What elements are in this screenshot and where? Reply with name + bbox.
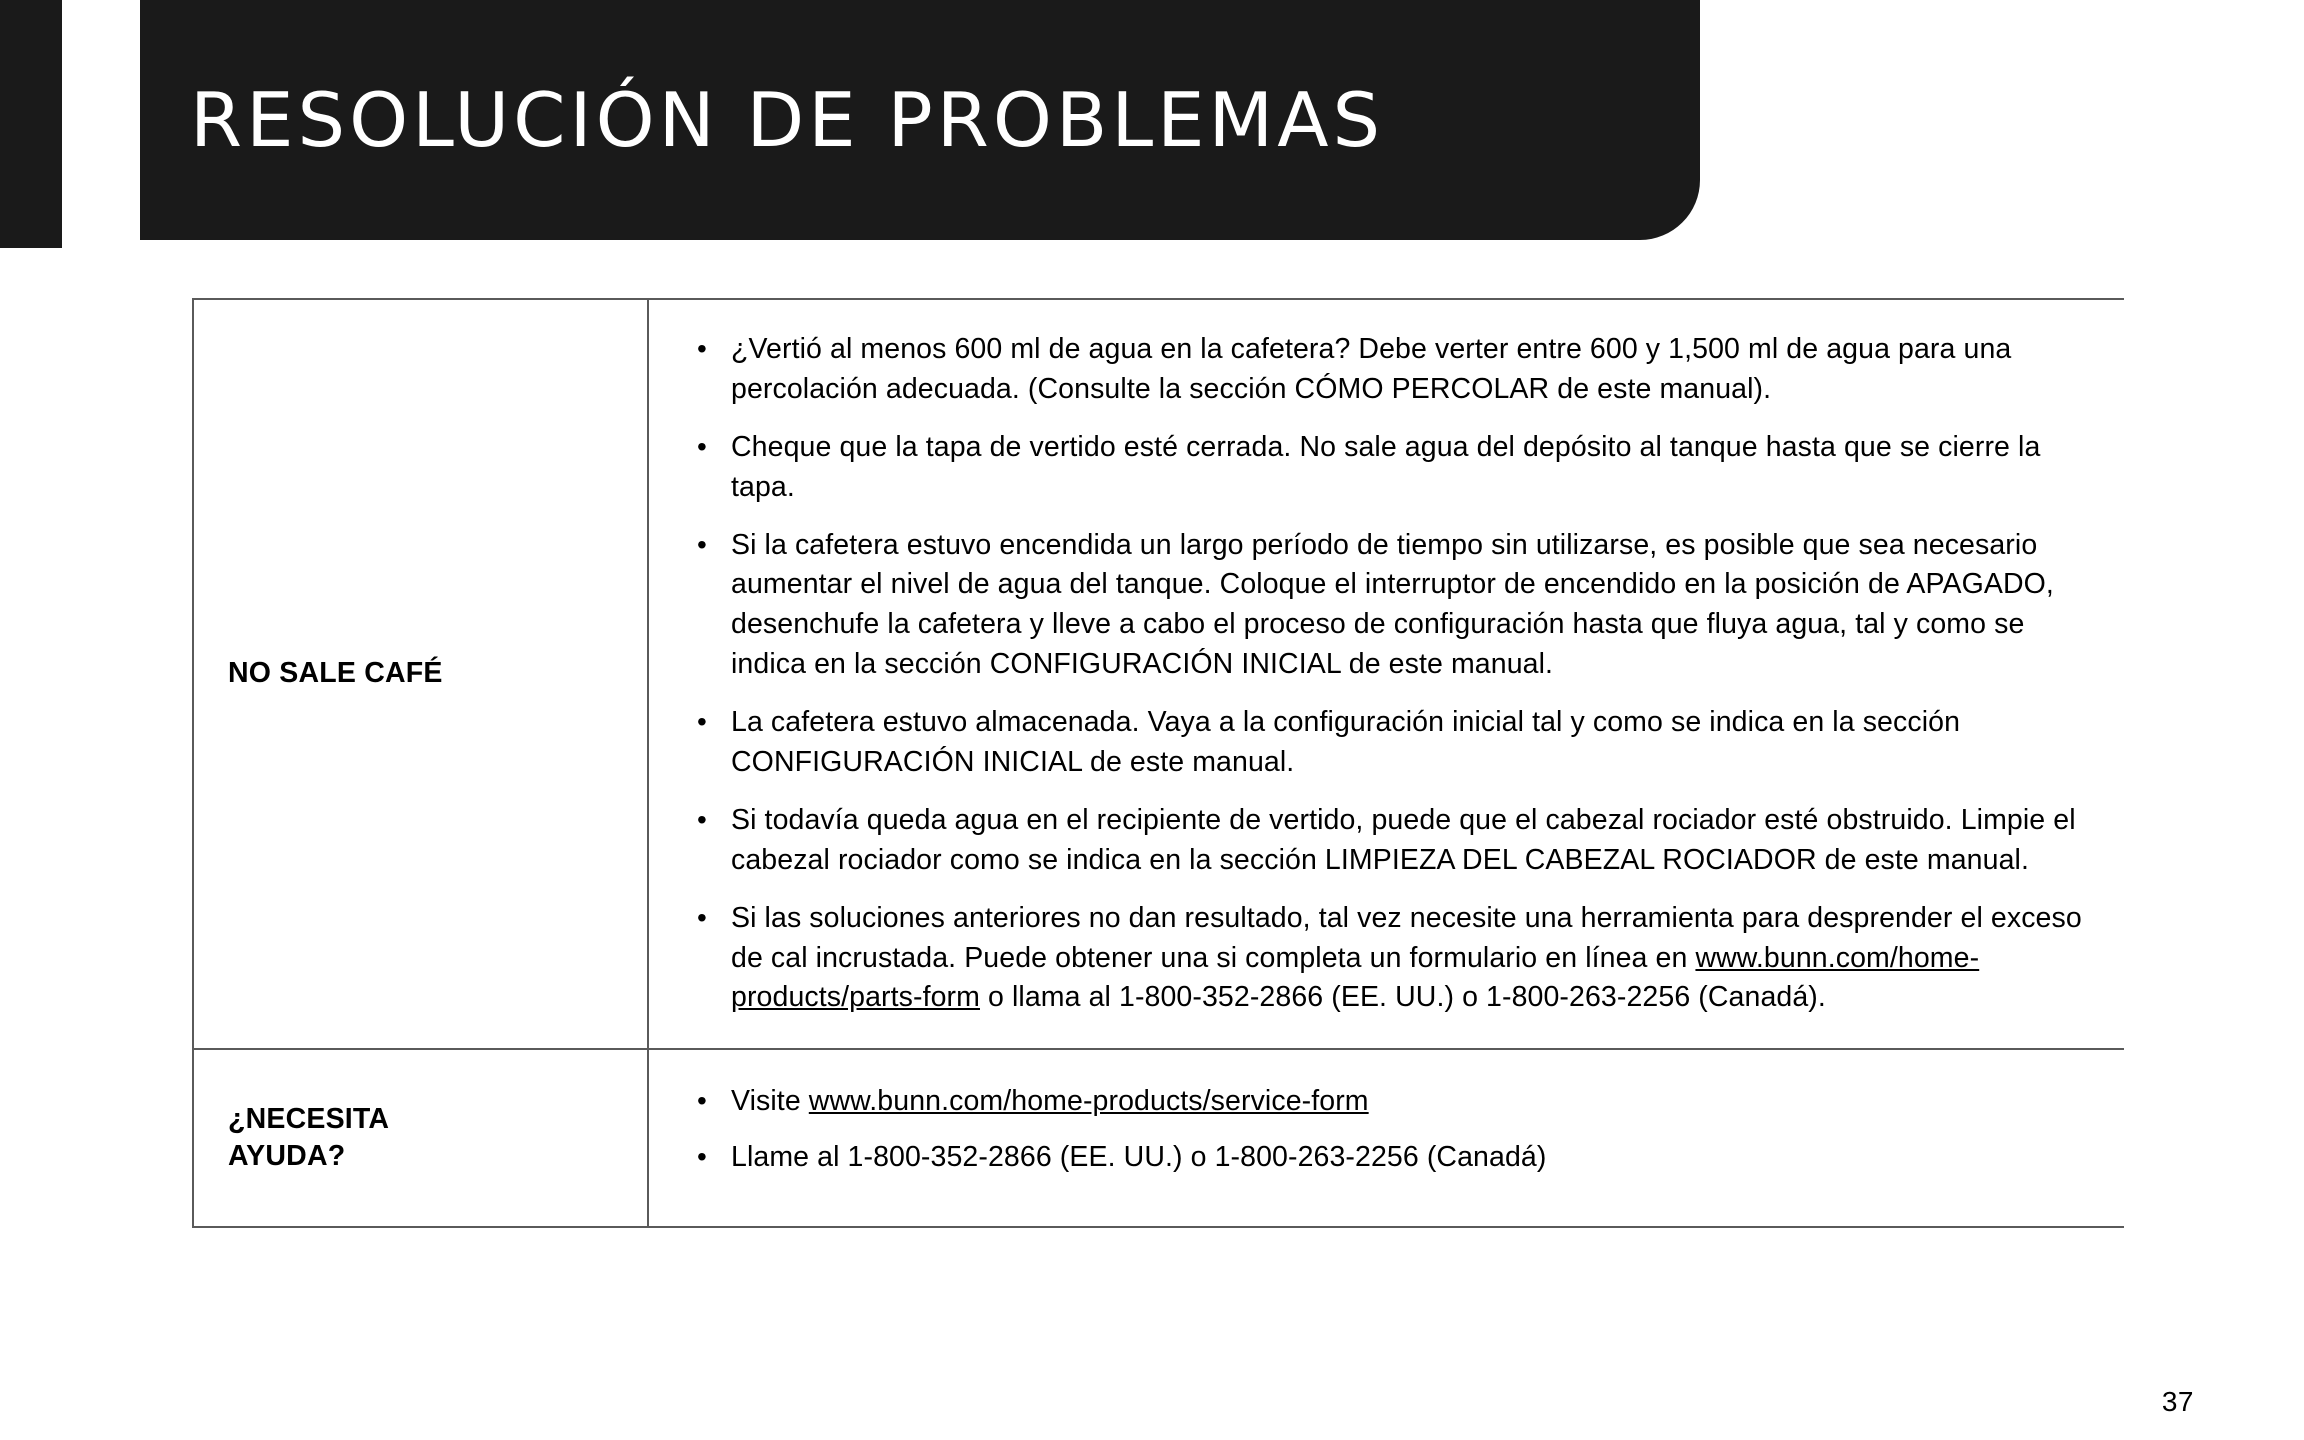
row-label-line-1: ¿NECESITA — [228, 1102, 390, 1135]
bullet-text: Llame al 1-800-352-2866 (EE. UU.) o 1-800-263-2256 (Canadá) — [731, 1141, 1547, 1174]
row-content-necesita-ayuda — [649, 1050, 2124, 1226]
list-item — [689, 801, 2084, 881]
bullet-text: Si la cafetera estuvo encendida un largo período de tiempo sin utilizarse, es posible que sea necesario aumentar el nivel de agua del tanque. Coloque el interruptor de encendido en la posición de APAGADO, desenchufe la cafetera y lleve a cabo el proceso de configuración hasta que fluya agua, tal y como se indica en la sección CONFIGURACIÓN INICIAL de este manual. — [731, 528, 2054, 681]
list-item — [689, 899, 2084, 1019]
bullet-text: ¿Vertió al menos 600 ml de agua en la cafetera? Debe verter entre 600 y 1,500 ml de agua para una percolación adecuada. (Consulte la sección CÓMO PERCOLAR de este manual). — [731, 333, 2012, 405]
row-label-no-sale-cafe — [194, 300, 649, 1048]
bullet-list — [689, 1082, 2084, 1178]
bullet-text: Cheque que la tapa de vertido esté cerrada. No sale agua del depósito al tanque hasta que se cierre la tapa. — [731, 430, 2041, 503]
service-form-link[interactable]: www.bunn.com/home-products/service-form — [808, 1085, 1369, 1118]
row-label-line-2: AYUDA? — [228, 1140, 346, 1173]
list-item — [689, 330, 2084, 410]
list-item — [689, 526, 2084, 686]
list-item — [689, 703, 2084, 783]
bullet-text: Si todavía queda agua en el recipiente de vertido, puede que el cabezal rociador esté obstruido. Limpie el cabezal rociador como se indica en la sección LIMPIEZA DEL CABEZAL ROCIADOR de este manual. — [731, 803, 2076, 876]
list-item — [689, 428, 2084, 508]
row-label-necesita-ayuda — [194, 1050, 649, 1226]
page-title: RESOLUCIÓN DE PROBLEMAS — [190, 76, 1385, 164]
bullet-text: Si las soluciones anteriores no dan resultado, tal vez necesite una herramienta para desprender el exceso de cal incrustada. Puede obtener una si completa un formulario en línea en — [731, 901, 2082, 974]
header-bleed-bar — [0, 0, 62, 248]
bullet-text-tail: o llama al 1-800-352-2866 (EE. UU.) o 1-800-263-2256 (Canadá). — [979, 981, 1826, 1014]
row-label-line-1: NO SALE CAFÉ — [228, 657, 443, 690]
list-item — [689, 1082, 2084, 1122]
page-header-banner — [140, 0, 1700, 240]
parts-form-link[interactable]: www.bunn.com/home-products/parts-form — [731, 941, 1980, 1014]
bullet-text: Visite — [731, 1085, 809, 1118]
troubleshooting-table — [192, 298, 2124, 1228]
table-row — [194, 1050, 2124, 1228]
list-item — [689, 1138, 2084, 1178]
page-number: 37 — [2161, 1386, 2194, 1417]
bullet-list — [689, 330, 2084, 1018]
bullet-text: La cafetera estuvo almacenada. Vaya a la configuración inicial tal y como se indica en la sección CONFIGURACIÓN INICIAL de este manual. — [731, 706, 1961, 779]
table-row — [194, 300, 2124, 1050]
row-content-no-sale-cafe — [649, 300, 2124, 1048]
